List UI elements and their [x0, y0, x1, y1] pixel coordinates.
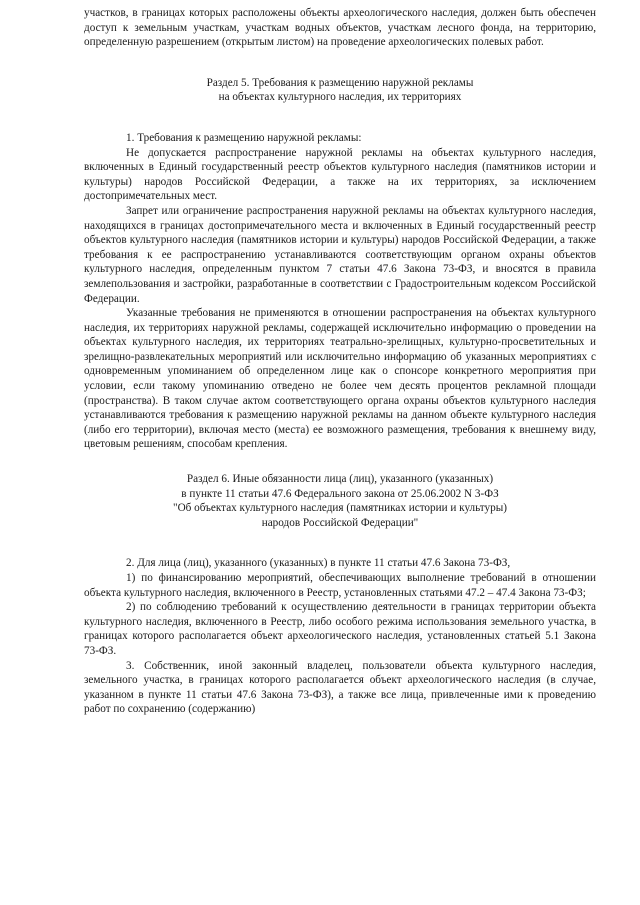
section-6-paragraph-2: 2) по соблюдению требований к осуществлению деятельности в границах территории объекта культурного наследия, включенного в Реестр, либо особого режима использования земельного участка, в границах которого располагается объект археологического наследия, установленных статьей 5.1 Закона 73-ФЗ. [84, 601, 596, 657]
section-6-item-2-heading: 2. Для лица (лиц), указанного (указанных) в пункте 11 статьи 47.6 Закона 73-ФЗ, [126, 557, 511, 570]
section-6-heading [84, 472, 596, 530]
section-6-paragraph-3: 3. Собственник, иной законный владелец, пользователи объекта культурного наследия, земельного участка, в границах которого располагается объект археологического наследия (в случае, указанном в пункте 11 статьи 47.6 Закона 73-ФЗ), а также все лица, привлеченные ими к проведению работ по сохранению (содержанию) [84, 659, 596, 716]
section-6-title-line-3: "Об объектах культурного наследия (памятниках истории и культуры) [173, 502, 507, 515]
paragraph-intro: участков, в границах которых расположены объекты археологического наследия, должен быть обеспечен доступ к земельным участкам, участкам водных объектов, участкам лесного фонда, на территорию, определенную разрешением (открытым листом) на проведение археологических полевых работ. [84, 7, 596, 49]
spacer [84, 530, 596, 556]
section-5-title-line-2: на объектах культурного наследия, их территориях [218, 91, 462, 104]
section-5-paragraph-2: Запрет или ограничение распространения наружной рекламы на объектах культурного наследия, находящихся в границах достопримечательного места и включенных в Единый государственный реестр объектов культурного наследия (памятников истории и культуры) народов Российской Федерации, а также требования к ее распространению устанавливаются соответствующим органом охраны объектов культурного наследия, определенным пунктом 7 статьи 47.6 Закона 73-ФЗ, и вносятся в правила землепользования и застройки, разработанные в соответствии с Градостроительным кодексом Российской Федерации. [84, 204, 596, 305]
section-5-title-line-1: Раздел 5. Требования к размещению наружной рекламы [206, 76, 474, 89]
section-5-item-1-heading: 1. Требования к размещению наружной рекламы: [126, 131, 362, 144]
spacer [84, 105, 596, 131]
section-5-heading [84, 76, 596, 105]
section-5-paragraph-1: Не допускается распространение наружной рекламы на объектах культурного наследия, включенных в Единый государственный реестр объектов культурного наследия (памятников истории и культуры) народов Российской Федерации, а также на их территориях, за исключением достопримечательных мест. [84, 146, 596, 203]
section-6-title-line-1: Раздел 6. Иные обязанности лица (лиц), указанного (указанных) [186, 473, 494, 486]
section-6-title-line-2: в пункте 11 статьи 47.6 Федерального закона от 25.06.2002 N 3-ФЗ [181, 487, 499, 500]
section-6-paragraph-1: 1) по финансированию мероприятий, обеспечивающих выполнение требований в отношении объекта культурного наследия, включенного в Реестр, установленных статьями 47.2 – 47.4 Закона 73-ФЗ; [84, 572, 596, 599]
spacer [84, 452, 596, 472]
spacer [84, 50, 596, 76]
section-5-paragraph-3: Указанные требования не применяются в отношении распространения на объектах культурного наследия, их территориях наружной рекламы, содержащей исключительно информацию о проведении на объектах культурного наследия, их территориях театрально-зрелищных, культурно-просветительных и зрелищно-развлекательных мероприятий или исключительно информацию об указанных мероприятиях с одновременным упоминанием об определенном лице как о спонсоре конкретного мероприятия при условии, если такому упоминанию отведено не более чем десять процентов рекламной площади (пространства). В таком случае актом соответствующего органа охраны объектов культурного наследия устанавливаются требования к размещению наружной рекламы на данном объекте культурного наследия (либо его территории), включая место (места) ее возможного размещения, требования к внешнему виду, цветовым решениям, способам крепления. [84, 307, 596, 451]
section-6-title-line-4: народов Российской Федерации" [261, 516, 419, 529]
